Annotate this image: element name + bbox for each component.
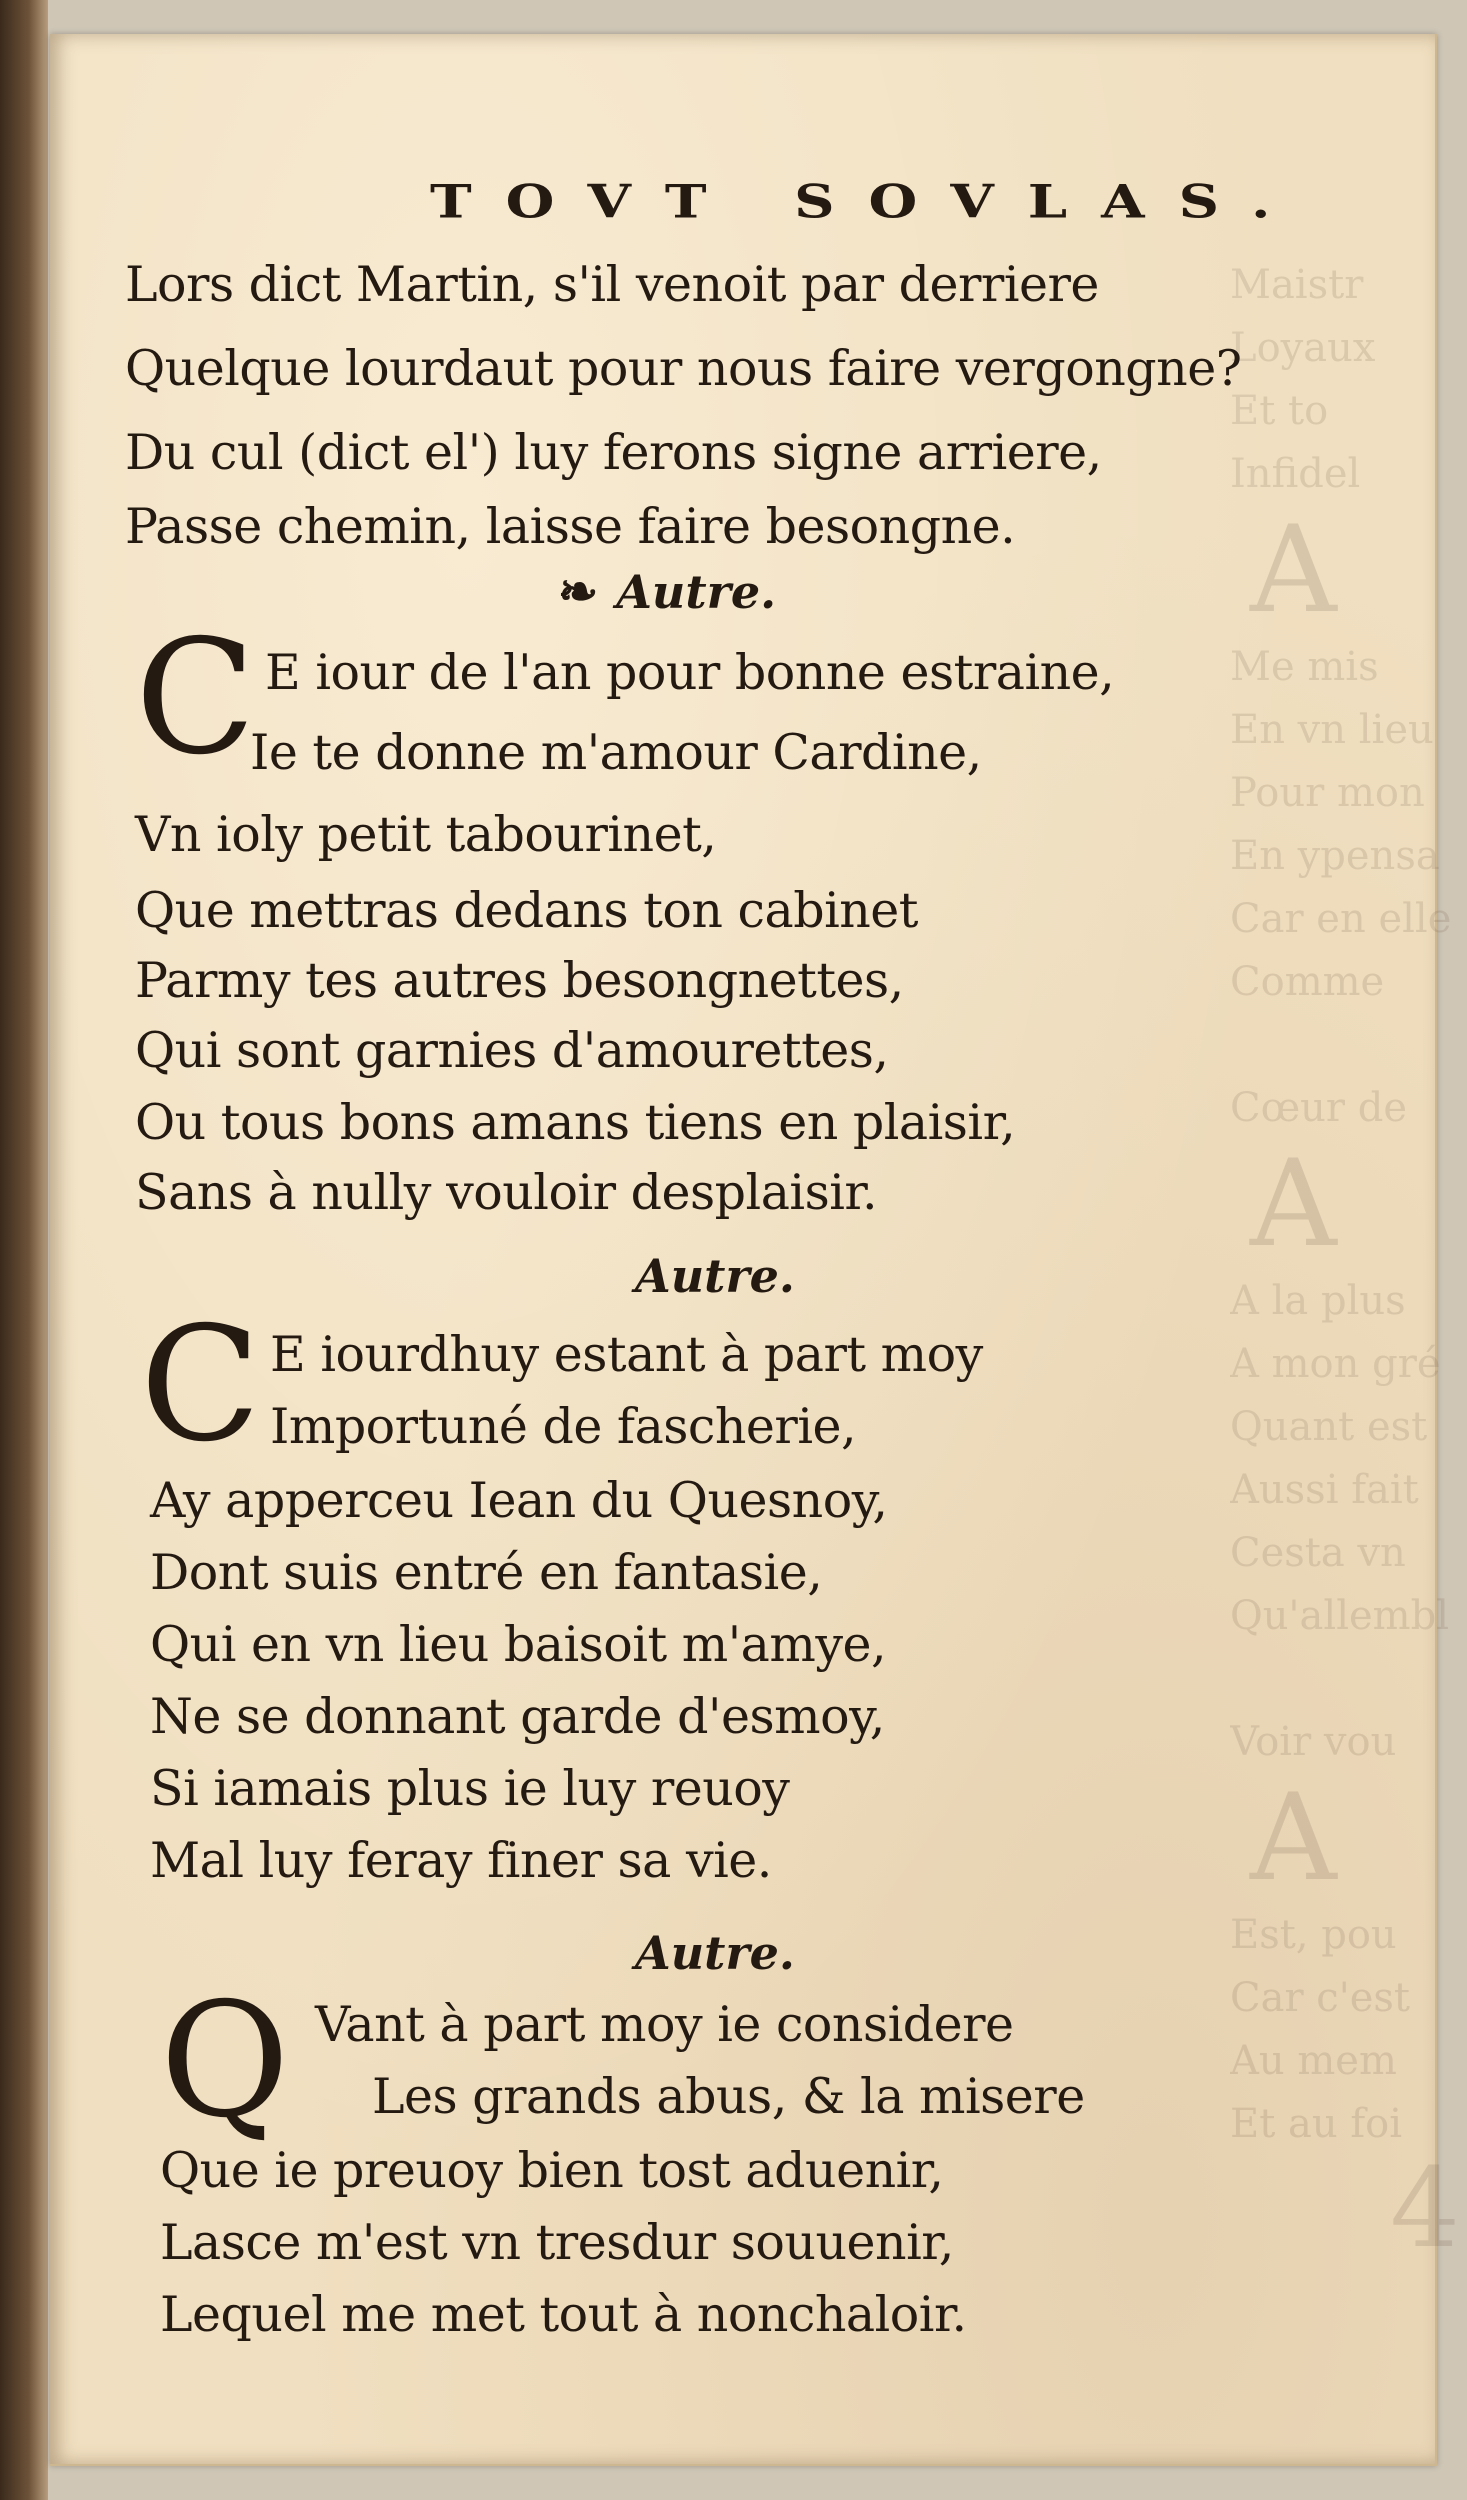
verse-line: E iourdhuy estant à part moy xyxy=(270,1326,983,1383)
book-page xyxy=(50,34,1460,2466)
verse-line: Que mettras dedans ton cabinet xyxy=(135,882,918,939)
verse-line: Si iamais plus ie luy reuoy xyxy=(150,1760,790,1817)
poem-heading: ❧ Autre. xyxy=(558,564,777,620)
drop-capital: C xyxy=(135,606,256,790)
verse-line: Quelque lourdaut pour nous faire vergongne? xyxy=(125,340,1242,397)
verse-line: Que ie preuoy bien tost aduenir, xyxy=(160,2142,944,2199)
verse-line: Lequel me met tout à nonchaloir. xyxy=(160,2286,967,2343)
book-binding xyxy=(0,0,48,2500)
poem-heading: Autre. xyxy=(635,1249,795,1303)
verse-line: Parmy tes autres besongnettes, xyxy=(135,952,904,1009)
verse-line: Les grands abus, & la misere xyxy=(372,2068,1085,2125)
show-through-text: Maistr Loyaux Et to Infidel A Me mis En vn lieu Pour mon En ypensa Car en elle Comme Cœur de A A la plus A mon gré Quant est Aussi fait Cesta vn Qu'allembl Voir vou A Est, pou Car c'est Au mem Et au foi xyxy=(1230,262,1452,2147)
verse-line: Qui sont garnies d'amourettes, xyxy=(135,1022,889,1079)
verse-line: Ie te donne m'amour Cardine, xyxy=(250,724,982,781)
verse-line: Vn ioly petit tabourinet, xyxy=(135,806,717,863)
verse-line: Ay apperceu Iean du Quesnoy, xyxy=(150,1472,888,1529)
folio-mark: 4 xyxy=(1390,2144,1460,2272)
verse-line: Lors dict Martin, s'il venoit par derriere xyxy=(125,256,1099,313)
poem-heading: Autre. xyxy=(635,1926,795,1980)
verse-line: Qui en vn lieu baisoit m'amye, xyxy=(150,1616,887,1673)
verse-line: Mal luy feray finer sa vie. xyxy=(150,1832,772,1889)
verse-line: Vant à part moy ie considere xyxy=(315,1996,1014,2053)
verse-line: Ne se donnant garde d'esmoy, xyxy=(150,1688,885,1745)
verse-line: E iour de l'an pour bonne estraine, xyxy=(265,644,1115,701)
verse-line: Sans à nully vouloir desplaisir. xyxy=(135,1164,878,1221)
drop-capital: C xyxy=(140,1293,261,1477)
drop-capital: Q xyxy=(160,1969,290,2153)
running-head: TOVT SOVLAS. xyxy=(430,174,1305,230)
verse-line: Du cul (dict el') luy ferons signe arriere, xyxy=(125,424,1102,481)
verse-line: Importuné de fascherie, xyxy=(270,1398,857,1455)
fleuron-icon: ❧ xyxy=(558,564,599,620)
verse-line: Ou tous bons amans tiens en plaisir, xyxy=(135,1094,1016,1151)
verse-line: Lasce m'est vn tresdur souuenir, xyxy=(160,2214,954,2271)
verse-line: Dont suis entré en fantasie, xyxy=(150,1544,823,1601)
verse-line: Passe chemin, laisse faire besongne. xyxy=(125,498,1016,555)
